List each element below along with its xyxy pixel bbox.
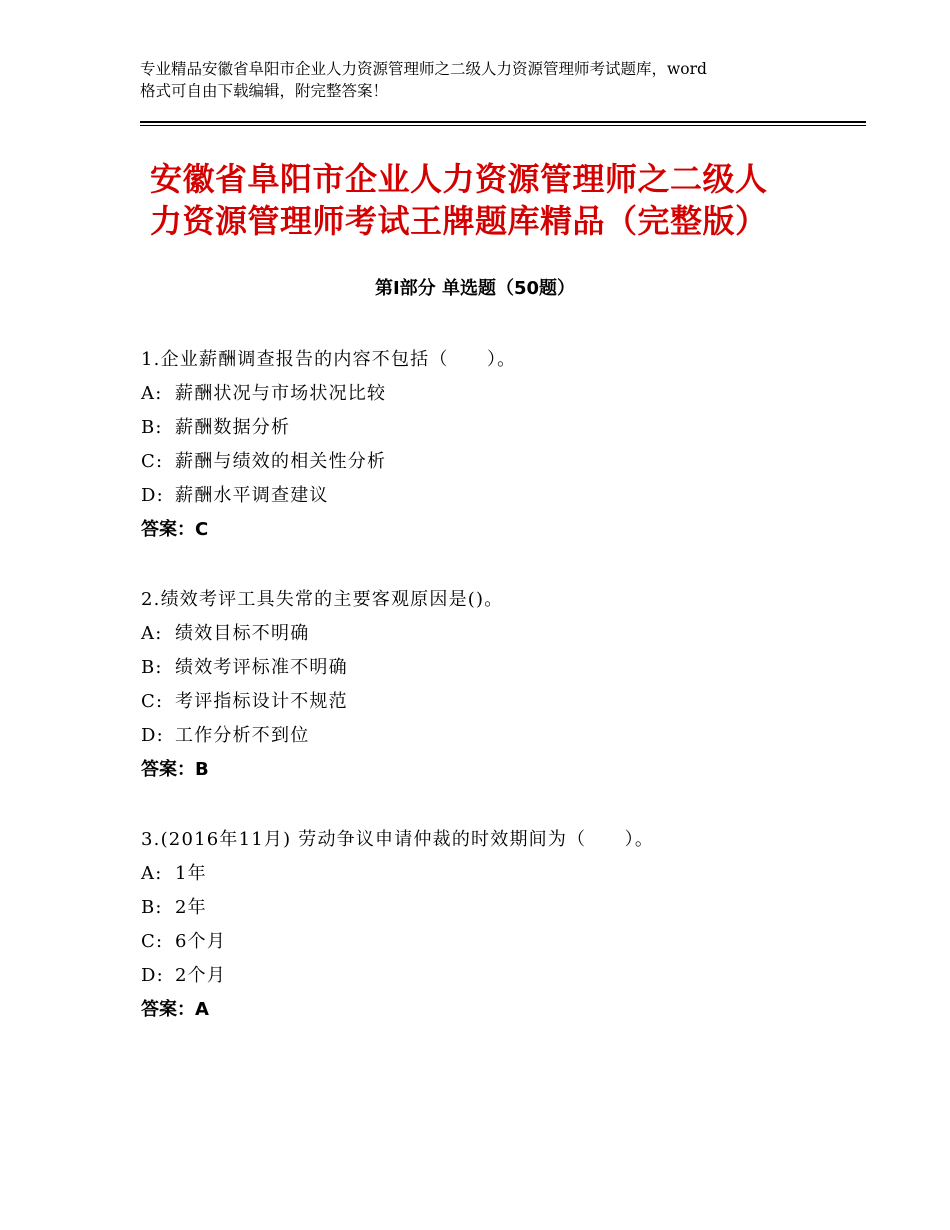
header-note-line: 专业精品安徽省阜阳市企业人力资源管理师之二级人力资源管理师考试题库，word: [140, 60, 707, 78]
option-text: 绩效考评标准不明确: [175, 657, 348, 678]
option-b: [141, 651, 861, 685]
option-text: 工作分析不到位: [175, 725, 310, 746]
option-text: 薪酬与绩效的相关性分析: [175, 451, 387, 472]
option-c: [141, 925, 861, 959]
option-text: 6个月: [175, 931, 227, 952]
option-key: C:: [141, 931, 164, 952]
option-key: D:: [141, 485, 164, 506]
option-text: 薪酬状况与市场状况比较: [175, 383, 387, 404]
option-text: 考评指标设计不规范: [175, 691, 348, 712]
option-key: B:: [141, 657, 163, 678]
option-a: [141, 377, 861, 411]
answer-line: 答案：B: [141, 759, 209, 780]
option-key: C:: [141, 691, 164, 712]
option-d: [141, 959, 861, 993]
question-stem: 2.绩效考评工具失常的主要客观原因是()。: [141, 589, 504, 610]
option-key: A:: [141, 863, 163, 884]
option-text: 1年: [175, 863, 207, 884]
question-list: [141, 343, 861, 1063]
header-divider-thick: [140, 121, 866, 123]
question-item: [141, 823, 861, 1027]
option-text: 2个月: [175, 965, 227, 986]
document-title: [150, 158, 830, 242]
option-c: [141, 445, 861, 479]
option-key: D:: [141, 725, 164, 746]
option-text: 薪酬数据分析: [175, 417, 291, 438]
option-c: [141, 685, 861, 719]
option-text: 2年: [175, 897, 207, 918]
header-note-line: 格式可自由下载编辑，附完整答案！: [140, 82, 389, 100]
answer-line: 答案：C: [141, 519, 209, 540]
question-item: [141, 583, 861, 787]
question-item: [141, 343, 861, 547]
option-key: B:: [141, 897, 163, 918]
section-heading: 第Ⅰ部分 单选题（50题）: [374, 278, 575, 299]
option-key: B:: [141, 417, 163, 438]
document-title-line: 力资源管理师考试王牌题库精品（完整版）: [150, 202, 768, 240]
option-a: [141, 857, 861, 891]
option-text: 薪酬水平调查建议: [175, 485, 329, 506]
option-b: [141, 411, 861, 445]
header-note: [140, 58, 830, 102]
header-divider-thin: [140, 125, 866, 126]
option-b: [141, 891, 861, 925]
option-d: [141, 479, 861, 513]
option-key: A:: [141, 623, 163, 644]
option-a: [141, 617, 861, 651]
option-key: A:: [141, 383, 163, 404]
option-key: D:: [141, 965, 164, 986]
option-d: [141, 719, 861, 753]
question-stem: 1.企业薪酬调查报告的内容不包括（ ）。: [141, 349, 517, 370]
answer-line: 答案：A: [141, 999, 209, 1020]
question-stem: 3.(2016年11月) 劳动争议申请仲裁的时效期间为（ ）。: [141, 829, 655, 850]
option-key: C:: [141, 451, 164, 472]
document-title-line: 安徽省阜阳市企业人力资源管理师之二级人: [150, 160, 768, 198]
option-text: 绩效目标不明确: [175, 623, 310, 644]
